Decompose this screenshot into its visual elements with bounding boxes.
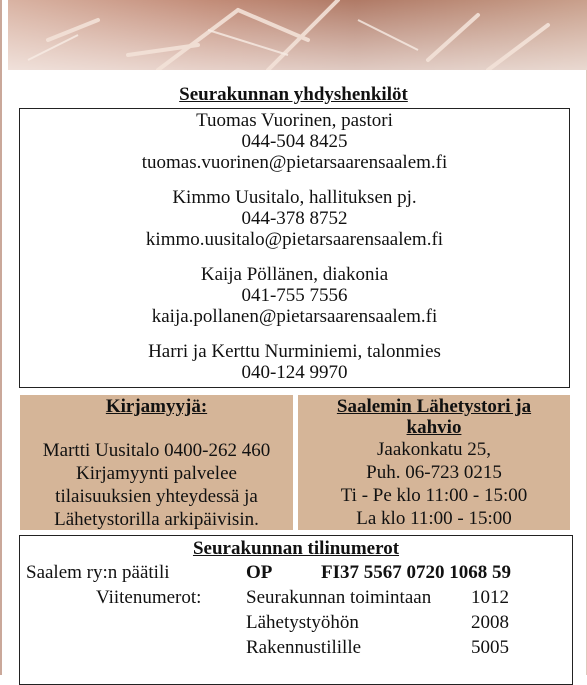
- mission-store-line: Jaakonkatu 25,: [377, 439, 491, 460]
- bank-name: OP: [246, 562, 273, 583]
- contacts-box: [19, 108, 570, 388]
- contact-entry: [20, 187, 569, 250]
- mission-store-line: Ti - Pe klo 11:00 - 15:00: [340, 485, 528, 506]
- bookseller-box: [20, 395, 293, 530]
- accounts-box: [19, 535, 573, 685]
- accounts-title: Seurakunnan tilinumerot: [192, 538, 400, 559]
- main-account-label: Saalem ry:n päätili: [26, 562, 170, 583]
- contact-entry: [20, 264, 569, 327]
- contacts-title: Seurakunnan yhdyshenkilöt: [179, 84, 408, 105]
- contact-name: Kaija Pöllänen, diakonia: [200, 264, 389, 285]
- contact-name: Tuomas Vuorinen, pastori: [196, 110, 393, 131]
- reference-label: Viitenumerot:: [96, 587, 202, 608]
- contact-phone[interactable]: 041-755 7556: [241, 285, 348, 306]
- contact-email[interactable]: kaija.pollanen@pietarsaarensaalem.fi: [151, 306, 438, 327]
- mission-store-title-line2: kahvio: [406, 417, 462, 438]
- bookseller-line: Lähetystorilla arkipäivisin.: [54, 509, 259, 530]
- contact-entry: [20, 341, 569, 383]
- bookseller-line: tilaisuuksien yhteydessä ja: [55, 486, 258, 507]
- reference-number: 2008: [471, 612, 509, 633]
- reference-number: 1012: [471, 587, 509, 608]
- mission-store-line: La klo 11:00 - 15:00: [356, 508, 512, 529]
- reference-number: 5005: [471, 637, 509, 658]
- contact-phone[interactable]: 044-504 8425: [241, 131, 348, 152]
- contact-phone[interactable]: 040-124 9970: [241, 362, 348, 383]
- mission-store-line: Puh. 06-723 0215: [366, 462, 502, 483]
- header-photo: [8, 0, 587, 70]
- contact-phone[interactable]: 044-378 8752: [241, 208, 348, 229]
- mission-store-box: [298, 395, 570, 530]
- contact-email[interactable]: kimmo.uusitalo@pietarsaarensaalem.fi: [145, 229, 444, 250]
- reference-purpose: Rakennustilille: [246, 637, 362, 658]
- reference-purpose: Lähetystyöhön: [246, 612, 359, 633]
- contact-name: Harri ja Kerttu Nurminiemi, talonmies: [148, 341, 441, 362]
- bookseller-line: Kirjamyynti palvelee: [76, 463, 237, 484]
- iban-number: FI37 5567 0720 1068 59: [321, 562, 511, 583]
- reference-purpose: Seurakunnan toimintaan: [246, 587, 432, 608]
- mission-store-title-line1: Saalemin Lähetystori ja: [336, 396, 532, 417]
- contact-email[interactable]: tuomas.vuorinen@pietarsaarensaalem.fi: [141, 152, 448, 173]
- contact-entry: [20, 110, 569, 173]
- contact-name: Kimmo Uusitalo, hallituksen pj.: [172, 187, 417, 208]
- bookseller-title: Kirjamyyjä:: [105, 396, 208, 417]
- bookseller-line: Martti Uusitalo 0400-262 460: [42, 440, 271, 461]
